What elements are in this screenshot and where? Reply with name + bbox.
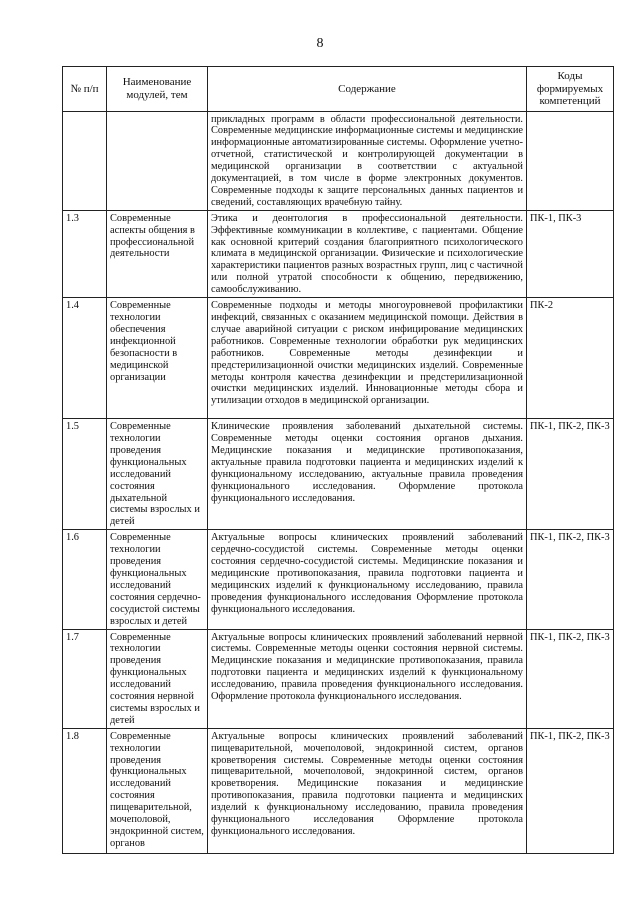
row-number: 1.8	[63, 728, 107, 853]
page-number: 8	[316, 36, 324, 51]
row-competency-codes: ПК-1, ПК-2, ПК-3	[527, 629, 614, 728]
table-row	[63, 629, 614, 728]
row-module-name: Современные технологии проведения функциональных исследований состояния нервной системы взрослых и детей	[107, 629, 208, 728]
row-competency-codes: ПК-1, ПК-2, ПК-3	[527, 728, 614, 853]
row-module-name: Современные технологии проведения функциональных исследований состояния сердечно-сосудистой системы взрослых и детей	[107, 530, 208, 629]
row-content: Клинические проявления заболеваний дыхательной системы. Современные методы оценки состояния органов дыхания. Медицинские показания и медицинские противопоказания, актуальные правила подготовки пациента и медицинских изделий к функциональному исследованию, актуальные правила проведения функционального исследования. Оформление протокола функционального исследования.	[208, 419, 527, 530]
row-content: Этика и деонтология в профессиональной деятельности. Эффективные коммуникации в коллективе, с пациентами. Общение как основной критерий создания благоприятного психологического климата в медицинской организации. Физические и психологические характеристики пациентов разных возрастных групп, лиц с частичной или полной утратой способности к общению, передвижению, самообслуживанию.	[208, 210, 527, 297]
row-content: Современные подходы и методы многоуровневой профилактики инфекций, связанных с оказанием медицинской помощи. Действия в случае аварийной ситуации с риском инфицирование медицинских работников. Современные технологии обработки рук медицинских работников. Современные методы дезинфекции и предстерилизационной очистки медицинских изделий. Современные методы контроля качества дезинфекции и предстерилизационной очистки медицинских изделий. Инновационные методы сбора и утилизации отходов в медицинской организации.	[208, 298, 527, 419]
row-competency-codes	[527, 111, 614, 210]
row-number: 1.6	[63, 530, 107, 629]
table-row	[63, 728, 614, 853]
table-header-row	[63, 67, 614, 112]
row-content: Актуальные вопросы клинических проявлений заболеваний пищеварительной, мочеполовой, эндокринной систем, органов кроветворения системы. Современные методы оценки состояния пищеварительной, мочеполовой, эндокринной систем, органов кроветворения. Медицинские показания и медицинские противопоказания, правила подготовки пациента и медицинских изделий к функциональному исследованию, правила проведения функционального исследования Оформление протокола функционального исследования.	[208, 728, 527, 853]
row-module-name: Современные технологии проведения функциональных исследований состояния пищеварительной, мочеполовой, эндокринной систем, органов	[107, 728, 208, 853]
row-module-name: Современные технологии обеспечения инфекционной безопасности в медицинской организации	[107, 298, 208, 419]
header-content: Содержание	[208, 67, 527, 112]
row-competency-codes: ПК-1, ПК-2, ПК-3	[527, 530, 614, 629]
row-number: 1.5	[63, 419, 107, 530]
row-number: 1.3	[63, 210, 107, 297]
row-competency-codes: ПК-1, ПК-3	[527, 210, 614, 297]
row-number	[63, 111, 107, 210]
curriculum-table	[62, 66, 614, 854]
table-row	[63, 210, 614, 297]
header-competency-codes: Коды формируемых компетенций	[527, 67, 614, 112]
row-content: Актуальные вопросы клинических проявлений заболеваний сердечно-сосудистой системы. Современные методы оценки состояния сердечно-сосудистой системы. Медицинские показания и медицинские противопоказания, правила подготовки пациента и медицинских изделий к функциональному исследованию, правила проведения функционального исследования Оформление протокола функционального исследования.	[208, 530, 527, 629]
row-content: прикладных программ в области профессиональной деятельности. Современные медицинские информационные системы и медицинские информационные автоматизированные системы. Оформление учетно-отчетной, статистической и контролирующей документации в медицинской организации в соответствии с актуальной документацией, в том числе в форме электронных документов. Современные подходы к защите персональных данных пациентов и сведений, составляющих врачебную тайну.	[208, 111, 527, 210]
row-module-name: Современные аспекты общения в профессиональной деятельности	[107, 210, 208, 297]
row-content: Актуальные вопросы клинических проявлений заболеваний нервной системы. Современные методы оценки состояния нервной системы. Медицинские показания и медицинские противопоказания, правила подготовки пациента и медицинских изделий к функциональному исследованию, правила проведения функционального исследования. Оформление протокола функционального исследования.	[208, 629, 527, 728]
table-row	[63, 530, 614, 629]
row-number: 1.7	[63, 629, 107, 728]
table-row	[63, 111, 614, 210]
row-module-name	[107, 111, 208, 210]
row-competency-codes: ПК-2	[527, 298, 614, 419]
header-number: № п/п	[63, 67, 107, 112]
table-row	[63, 298, 614, 419]
row-competency-codes: ПК-1, ПК-2, ПК-3	[527, 419, 614, 530]
table-row	[63, 419, 614, 530]
row-module-name: Современные технологии проведения функциональных исследований состояния дыхательной системы взрослых и детей	[107, 419, 208, 530]
row-number: 1.4	[63, 298, 107, 419]
header-module-name: Наименование модулей, тем	[107, 67, 208, 112]
